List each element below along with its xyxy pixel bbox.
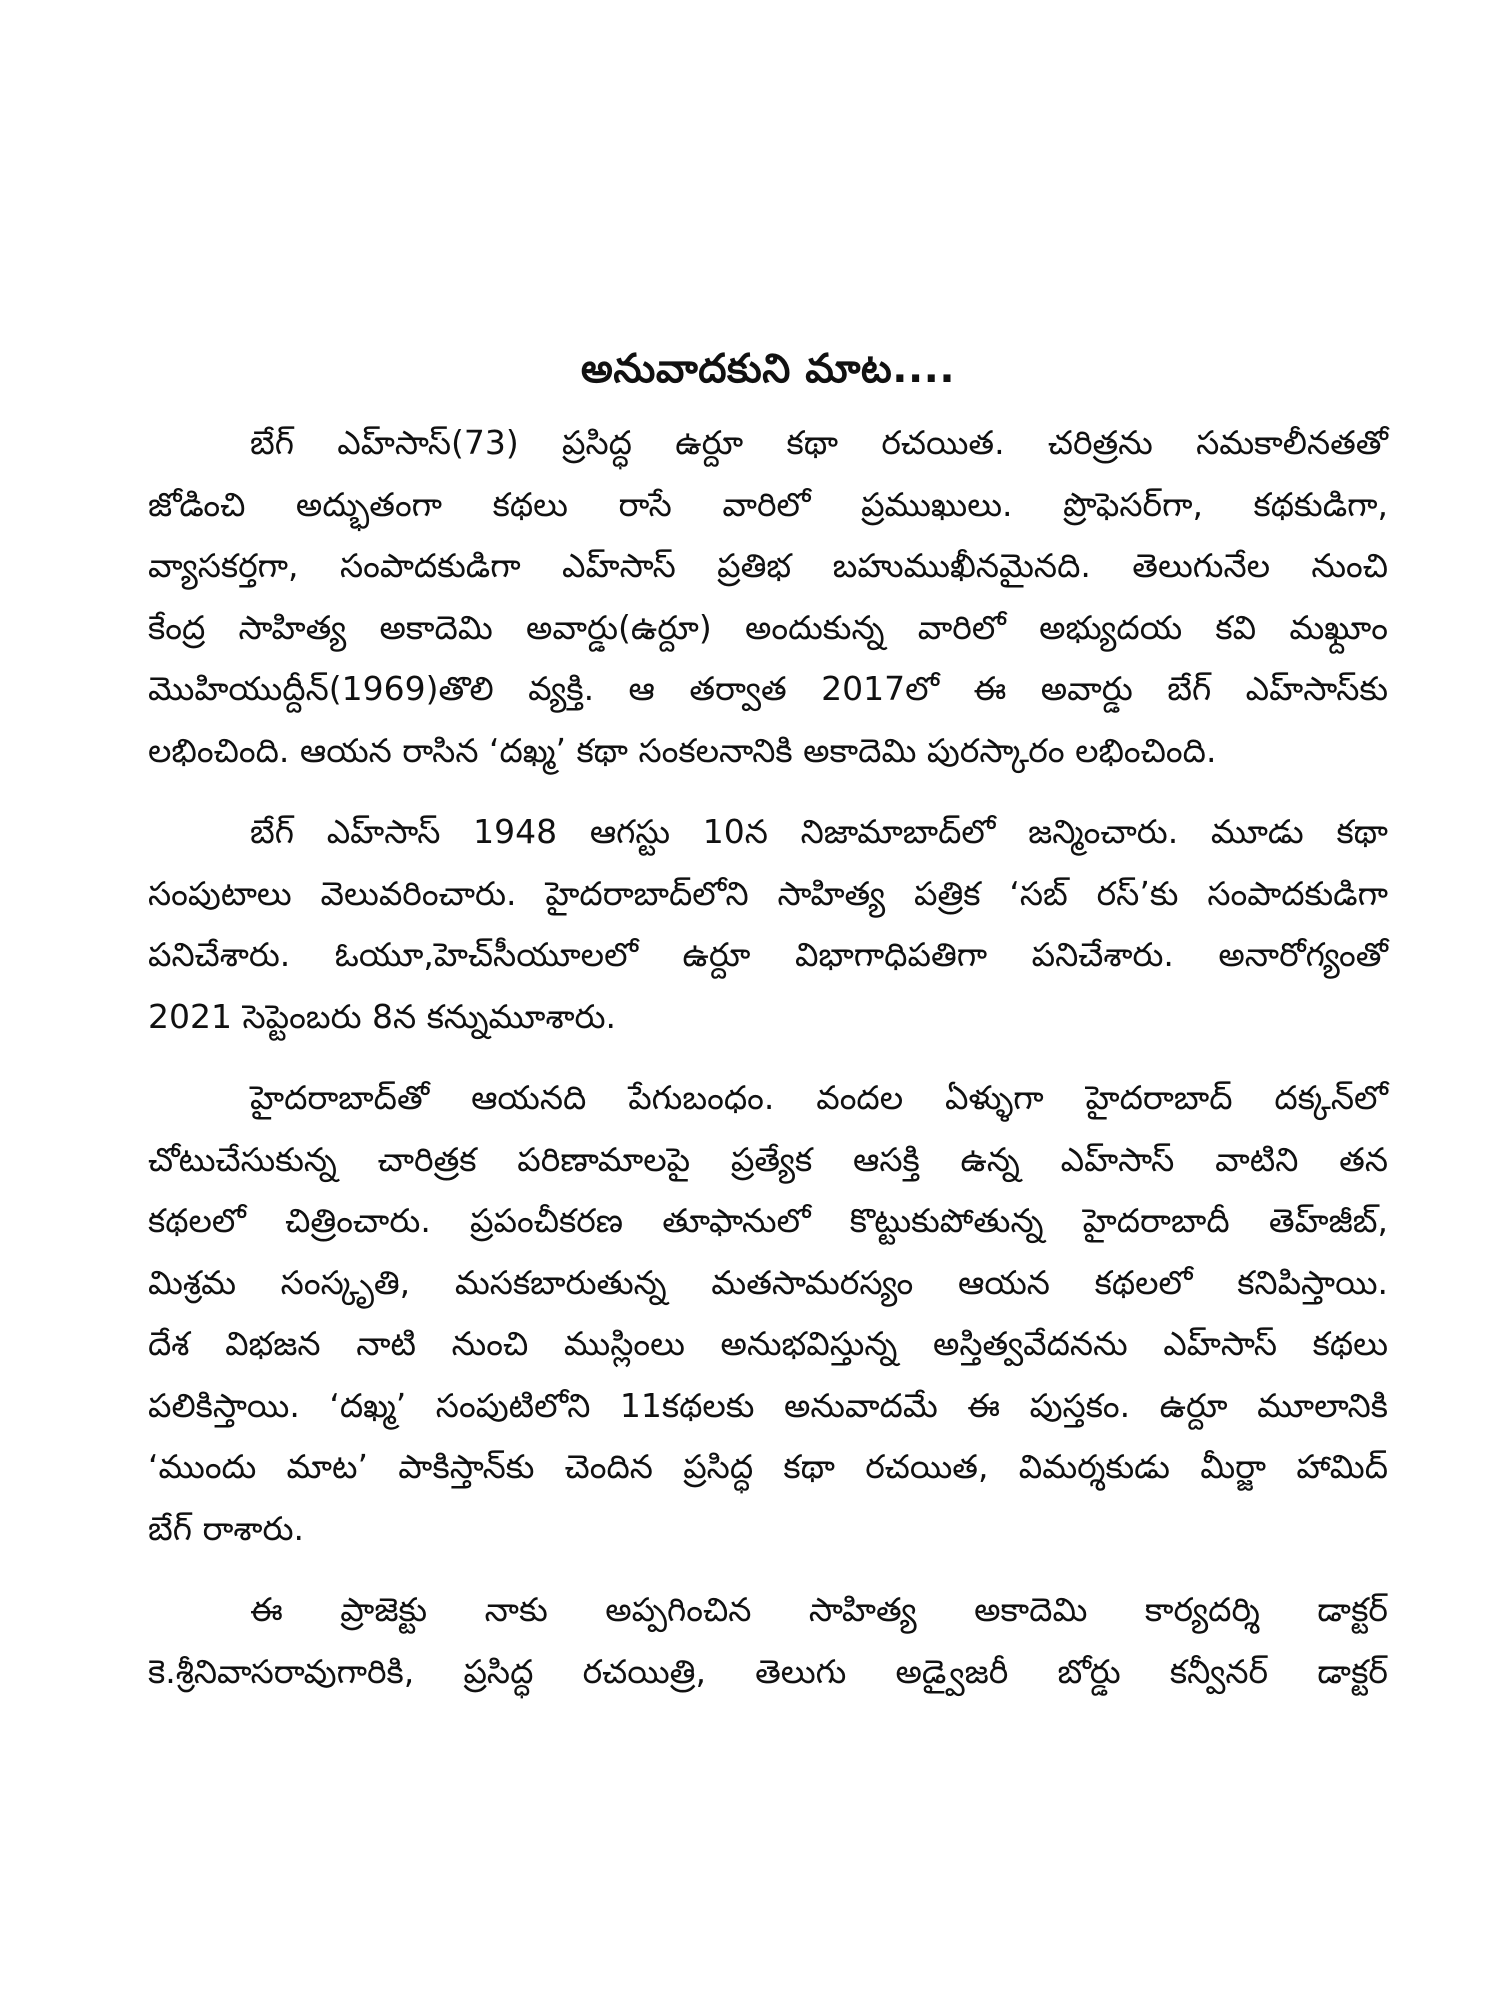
text-line: కథలలో చిత్రించారు. ప్రపంచీకరణ తూఫానులో కొట్టుకుపోతున్న హైదరాబాదీ తెహ్‌జీబ్, bbox=[148, 1201, 1388, 1240]
paragraph-author-intro bbox=[148, 412, 1388, 781]
text-line: పలికిస్తాయి. ‘దఖ్మ’ సంపుటిలోని 11కథలకు అనువాదమే ఈ పుస్తకం. ఉర్దూ మూలానికి bbox=[148, 1385, 1388, 1425]
text-line: హైదరాబాద్‌తో ఆయనది పేగుబంధం. వందల ఏళ్ళుగా హైదరాబాద్ దక్కన్‌లో bbox=[250, 1078, 1388, 1117]
page-content bbox=[148, 340, 1388, 1722]
paragraph-acknowledgements bbox=[148, 1579, 1388, 1702]
text-line: బేగ్ ఎహ్‌సాస్(73) ప్రసిద్ధ ఉర్దూ కథా రచయిత. చరిత్రను సమకాలీనతతో bbox=[250, 423, 1388, 462]
text-line: కె.శ్రీనివాసరావుగారికి, ప్రసిద్ధ రచయిత్రి, తెలుగు అడ్వైజరీ బోర్డు కన్వీనర్ డాక్టర్ bbox=[148, 1651, 1388, 1691]
text-line: మిశ్రమ సంస్కృతి, మసకబారుతున్న మతసామరస్యం ఆయన కథలలో కనిపిస్తాయి. bbox=[148, 1262, 1388, 1302]
text-line: దేశ విభజన నాటి నుంచి ముస్లింలు అనుభవిస్తున్న అస్తిత్వవేదనను ఎహ్‌సాస్ కథలు bbox=[148, 1324, 1388, 1363]
text-line: 2021 సెప్టెంబరు 8న కన్నుమూశారు. bbox=[148, 996, 617, 1036]
text-line: లభించింది. ఆయన రాసిన ‘దఖ్మ’ కథా సంకలనానికి అకాదెమి పురస్కారం లభించింది. bbox=[148, 730, 1217, 770]
paragraph-biography bbox=[148, 801, 1388, 1047]
text-line: చోటుచేసుకున్న చారిత్రక పరిణామాలపై ప్రత్యేక ఆసక్తి ఉన్న ఎహ్‌సాస్ వాటిని తన bbox=[148, 1139, 1388, 1179]
text-line: మొహియుద్దీన్(1969)తొలి వ్యక్తి. ఆ తర్వాత 2017లో ఈ అవార్డు బేగ్ ఎహ్‌సాస్‌కు bbox=[148, 669, 1388, 708]
text-line: వ్యాసకర్తగా, సంపాదకుడిగా ఎహ్‌సాస్ ప్రతిభ బహుముఖీనమైనది. తెలుగునేల నుంచి bbox=[148, 546, 1388, 585]
paragraph-themes bbox=[148, 1067, 1388, 1559]
page-title: అనువాదకుని మాట.... bbox=[580, 346, 956, 392]
text-line: జోడించి అద్భుతంగా కథలు రాసే వారిలో ప్రముఖులు. ప్రొఫెసర్‌గా, కథకుడిగా, bbox=[148, 484, 1388, 524]
text-line: సంపుటాలు వెలువరించారు. హైదరాబాద్‌లోని సాహిత్య పత్రిక ‘సబ్ రస్’కు సంపాదకుడిగా bbox=[148, 873, 1388, 913]
text-line: బేగ్ ఎహ్‌సాస్ 1948 ఆగస్టు 10న నిజామాబాద్‌లో జన్మించారు. మూడు కథా bbox=[250, 812, 1388, 851]
text-line: బేగ్ రాశారు. bbox=[148, 1508, 304, 1548]
text-line: ఈ ప్రాజెక్టు నాకు అప్పగించిన సాహిత్య అకాదెమి కార్యదర్శి డాక్టర్ bbox=[250, 1590, 1388, 1629]
text-line: ‘ముందు మాట’ పాకిస్తాన్‌కు చెందిన ప్రసిద్ధ కథా రచయిత, విమర్శకుడు మీర్జా హామిద్ bbox=[148, 1447, 1388, 1486]
text-line: కేంద్ర సాహిత్య అకాదెమి అవార్డు(ఉర్దూ) అందుకున్న వారిలో అభ్యుదయ కవి మఖ్దూం bbox=[148, 607, 1388, 647]
text-line: పనిచేశారు. ఓయూ,హెచ్‌సీయూలలో ఉర్దూ విభాగాధిపతిగా పనిచేశారు. అనారోగ్యంతో bbox=[148, 935, 1388, 974]
